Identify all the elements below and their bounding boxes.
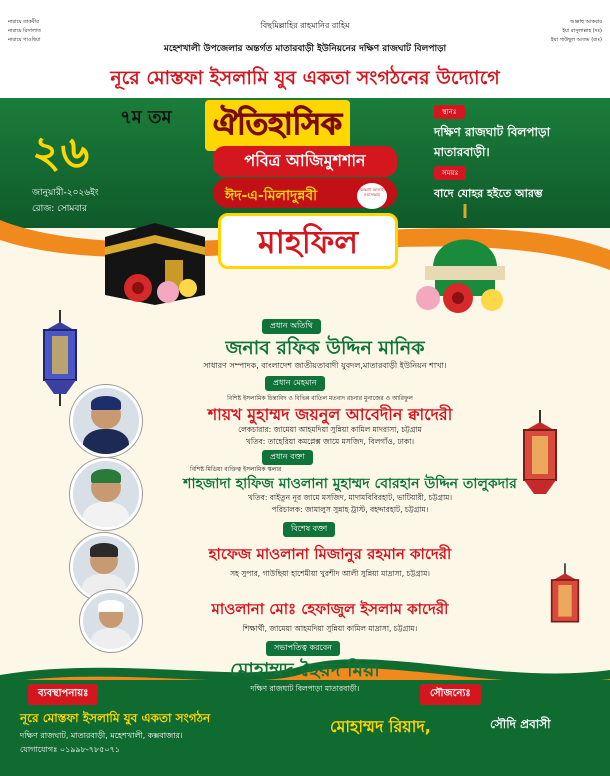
main-guest-avatar: [70, 385, 142, 457]
main-guest-desc-1: লেকচারার: জামেয়া আহমদিয়া সুন্নিয়া কামিল মাদরাসা, চট্টগ্রাম: [238, 425, 422, 434]
event-month-year: জানুয়ারী-২০২৬ইং: [32, 188, 99, 198]
chief-guest-name: জনাব রফিক উদ্দিন মানিক: [225, 337, 425, 359]
slogan-4: আল্লাহু আকবার: [570, 19, 602, 25]
place-value-1: দক্ষিণ রাজঘাট বিলপাড়া: [434, 125, 551, 139]
place-label: স্থানঃ: [434, 105, 465, 119]
event-weekday: রোজ: সোমবার: [32, 204, 87, 214]
main-guest-name: শায়খ মুহাম্মদ জয়নুল আবেদীন ক্বাদেরী: [207, 405, 453, 424]
main-speaker-role: প্রধান বক্তা: [262, 450, 313, 465]
sponsor-place: সৌদি প্রবাসী: [490, 717, 551, 731]
sponsor-name: মোহাম্মদ রিয়াদ,: [330, 717, 431, 736]
place-value-2: মাতারবাড়ী।: [434, 145, 490, 159]
org-contact: যোগাযোগঃ ০১৯৯৮-৭৮৫০৭১: [20, 745, 120, 754]
main-guest-role: প্রধান মেহমান: [265, 376, 325, 391]
manage-label: ব্যবস্থাপনায়ঃ: [28, 684, 98, 705]
title-milad-note: সাল্লাল্লাহু আলাইহি ওয়াসাল্লাম: [357, 183, 387, 209]
organizer-line: নূরে মোস্তফা ইসলামি যুব একতা সংগঠনের উদ্যোগে: [110, 67, 500, 89]
main-guest-intro: বিশিষ্ট ইসলামিক চিন্তাবিদ ও বিভিন্ন বাতিল মতবাদ রচনার মুনাজের ও আরিফুল: [227, 395, 413, 402]
special-speaker-role: বিশেষ বক্তা: [283, 522, 335, 537]
chief-guest-desc: সাধারণ সম্পাদক, বাংলাদেশ জাতীয়তাবাদী যুবদল,মাতারবাড়ী ইউনিয়ন শাখা।: [203, 361, 447, 370]
president-desc: দক্ষিণ রাজঘাট বিলপাড়া মাতারবাড়ী।: [250, 684, 360, 693]
event-day: ২৬: [32, 127, 90, 178]
special-speaker-1-name: হাফেজ মাওলানা মিজানুর রহমান কাদেরী: [208, 545, 452, 563]
org-name: নূরে মোস্তফা ইসলামি যুব একতা সংগঠন: [20, 711, 211, 725]
chief-guest-role: প্রধান অতিথি: [262, 319, 321, 334]
special-speaker-2-avatar: [80, 590, 142, 652]
slogan-6: ইয়া গাউছুল আজম (রাঃ): [551, 37, 602, 43]
main-speaker-name: শাহজাদা হাফিজ মাওলানা মুহাম্মদ বোরহান উদ্দিন তালুকদার: [183, 476, 517, 492]
title-historic: ঐতিহাসিক: [205, 100, 350, 151]
special-speaker-2-name: মাওলানা মোঃ হেফাজুল ইসলাম কাদেরী: [211, 600, 449, 618]
main-speaker-intro: বিশিষ্ট মিডিয়া ব্যক্তিত্ব ইসলামিক স্কলার: [190, 466, 282, 473]
flower-icon: [410, 278, 520, 318]
main-speaker-desc-1: খতিব: বাইতুন নূর জামে মসজিদ, মাদামবিবিরহাট, ভাটিয়ারী, চট্টগ্রাম।: [247, 493, 453, 502]
lantern-icon: [540, 560, 590, 650]
title-milad: ঈদ-এ-মিলাদুন্নবী: [225, 188, 318, 204]
main-guest-desc-2: খতিব: তাহেরিয়া কমপ্লেক্স জামে মসজিদ, বিলগাঁও, ঢাকা।: [245, 437, 415, 446]
slogan-5: ইয়া রাসুলাল্লাহ (দঃ): [562, 28, 602, 34]
bismillah: বিছমিল্লাহির রাহমানির রাহিম: [260, 21, 350, 30]
title-mahfil: মাহফিল: [257, 223, 359, 261]
slogan-1: নারায়ে তাকবীর: [8, 19, 39, 25]
title-holy: পবিত্র আজিমুশশান: [213, 146, 397, 177]
slogan-2: নারায়ে রিসালাত: [8, 28, 42, 34]
special-speaker-2-desc: শিক্ষার্থী, জামেয়া আহমদিয়া সুন্নিয়া কামিল মাদ্রাসা, চট্টগ্রাম।: [242, 624, 418, 633]
time-value: বাদে যোহর হইতে আরম্ভ: [434, 187, 543, 200]
courtesy-label: সৌজন্যেঃ: [420, 684, 481, 705]
president-role: সভাপতিত্ব করবেন: [266, 641, 340, 656]
slogan-3: নারায়ে গাওছিয়া: [8, 37, 41, 43]
president-name: মোহাম্মদ ছৈয়দ মিয়া: [230, 659, 380, 681]
main-speaker-desc-2: পরিচালক: জামালুস সুন্নাহ ট্রাস্ট, বহদ্দারহাট, চট্টগ্রাম।: [271, 505, 429, 514]
flower-icon: [120, 268, 200, 308]
time-label: সময়ঃ: [434, 166, 466, 180]
edition: ৭ম তম: [120, 107, 172, 128]
location-line: মহেশখালী উপজেলার অন্তর্গত মাতারবাড়ী ইউনিয়নের দক্ষিণ রাজঘাট বিলপাড়া: [163, 44, 447, 54]
special-speaker-1-desc: সহ সুপার, গাউছিয়া হাশেমীয়া খুরশীদ আলী সুন্নিয়া মাদ্রাসা, চট্টগ্রাম।: [230, 569, 430, 578]
org-address: দক্ষিণ রাজঘাট, মাতারবাড়ী, মহেশখালী, কক্সবাজার।: [20, 731, 183, 740]
